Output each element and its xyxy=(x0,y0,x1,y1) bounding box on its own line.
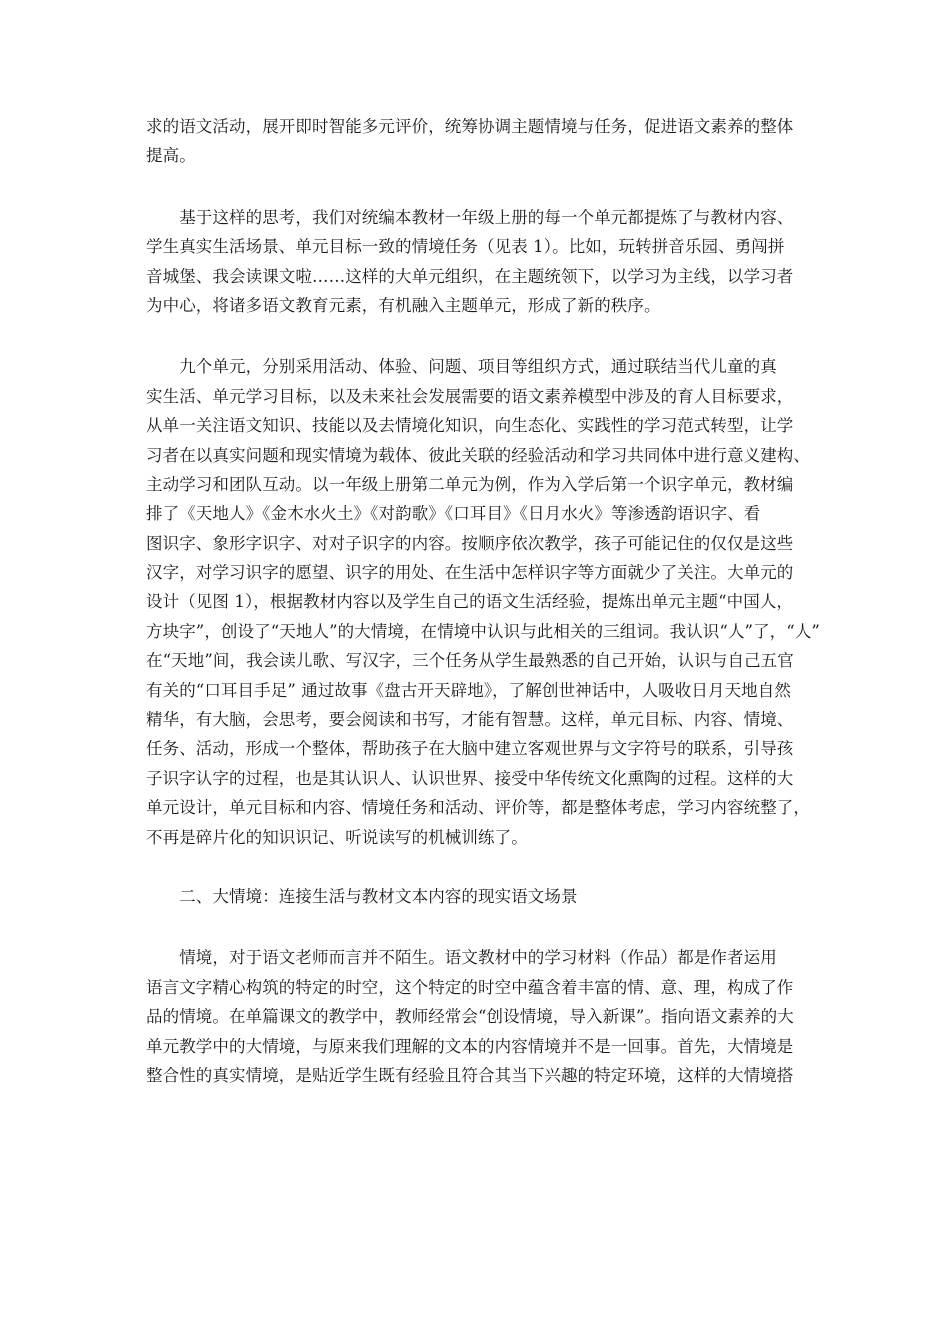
paragraph-3 xyxy=(146,352,826,852)
text-line: 单元设计，单元目标和内容、情境任务和活动、评价等，都是整体考虑，学习内容统整了， xyxy=(146,798,810,818)
text-line: 在“天地”间，我会读儿歌、写汉字，三个任务从学生最熟悉的自己开始，认识与自己五官 xyxy=(146,651,794,671)
text-line: 单元教学中的大情境，与原来我们理解的文本的内容情境并不是一回事。首先，大情境是 xyxy=(146,1036,794,1056)
text-line: 主动学习和团队互动。以一年级上册第二单元为例，作为入学后第一个识字单元，教材编 xyxy=(146,474,794,494)
text-line: 习者在以真实问题和现实情境为载体、彼此关联的经验活动和学习共同体中进行意义建构、 xyxy=(146,445,810,465)
paragraph-1 xyxy=(146,112,826,171)
text-line: 精华，有大脑，会思考，要会阅读和书写，才能有智慧。这样，单元目标、内容、情境、 xyxy=(146,710,794,730)
text-line: 任务、活动，形成一个整体，帮助孩子在大脑中建立客观世界与文字符号的联系，引导孩 xyxy=(146,739,794,759)
text-line: 语言文字精心构筑的特定的时空，这个特定的时空中蕴含着丰富的情、意、理，构成了作 xyxy=(146,977,794,997)
text-line: 有关的“口耳目手足” 通过故事《盘古开天辟地》，了解创世神话中，人吸收日月天地自然 xyxy=(146,680,791,700)
text-line: 求的语文活动，展开即时智能多元评价，统筹协调主题情境与任务，促进语文素养的整体 xyxy=(146,117,794,136)
text-line: 方块字”，创设了“天地人”的大情境，在情境中认识与此相关的三组词。我认识“人”了，“人” xyxy=(146,621,820,641)
text-line: 排了《天地人》《金木水火土》《对韵歌》《口耳目》《日月水火》等渗透韵语识字、看 xyxy=(146,504,761,524)
text-line: 从单一关注语文知识、技能以及去情境化知识，向生态化、实践性的学习范式转型，让学 xyxy=(146,416,794,436)
text-line: 设计（见图 1），根据教材内容以及学生自己的语文生活经验，提炼出单元主题“中国人， xyxy=(146,592,794,612)
paragraph-2 xyxy=(146,203,826,321)
text-line: 九个单元，分别采用活动、体验、问题、项目等组织方式，通过联结当代儿童的真 xyxy=(146,357,777,377)
text-line: 品的情境。在单篇课文的教学中，教师经常会“创设情境，导入新课”。指向语文素养的大 xyxy=(146,1007,794,1027)
text-line: 音城堡、我会读课文啦……这样的大单元组织，在主题统领下，以学习为主线，以学习者 xyxy=(146,266,794,286)
text-line: 整合性的真实情境，是贴近学生既有经验且符合其当下兴趣的特定环境，这样的大情境搭 xyxy=(146,1065,794,1085)
text-line: 图识字、象形字识字、对对子识字的内容。按顺序依次教学，孩子可能记住的仅仅是这些 xyxy=(146,533,794,553)
text-line: 子识字认字的过程，也是其认识人、认识世界、接受中华传统文化熏陶的过程。这样的大 xyxy=(146,768,794,788)
text-line: 基于这样的思考，我们对统编本教材一年级上册的每一个单元都提炼了与教材内容、 xyxy=(146,207,794,227)
text-line: 实生活、单元学习目标，以及未来社会发展需要的语文素养模型中涉及的育人目标要求， xyxy=(146,386,794,406)
paragraph-4 xyxy=(146,943,826,1090)
text-line: 提高。 xyxy=(146,146,196,166)
section-heading xyxy=(146,882,826,911)
text-line: 汉字，对学习识字的愿望、识字的用处、在生活中怎样识字等方面就少了关注。大单元的 xyxy=(146,563,794,583)
text-line: 学生真实生活场景、单元目标一致的情境任务（见表 1）。比如，玩转拼音乐园、勇闯拼 xyxy=(146,237,785,257)
text-line: 为中心，将诸多语文教育元素，有机融入主题单元，形成了新的秩序。 xyxy=(146,295,661,315)
heading-line: 二、大情境：连接生活与教材文本内容的现实语文场景 xyxy=(146,886,578,906)
text-line: 不再是碎片化的知识识记、听说读写的机械训练了。 xyxy=(146,827,528,847)
document-page xyxy=(146,112,826,1090)
text-line: 情境，对于语文老师而言并不陌生。语文教材中的学习材料（作品）都是作者运用 xyxy=(146,948,777,968)
